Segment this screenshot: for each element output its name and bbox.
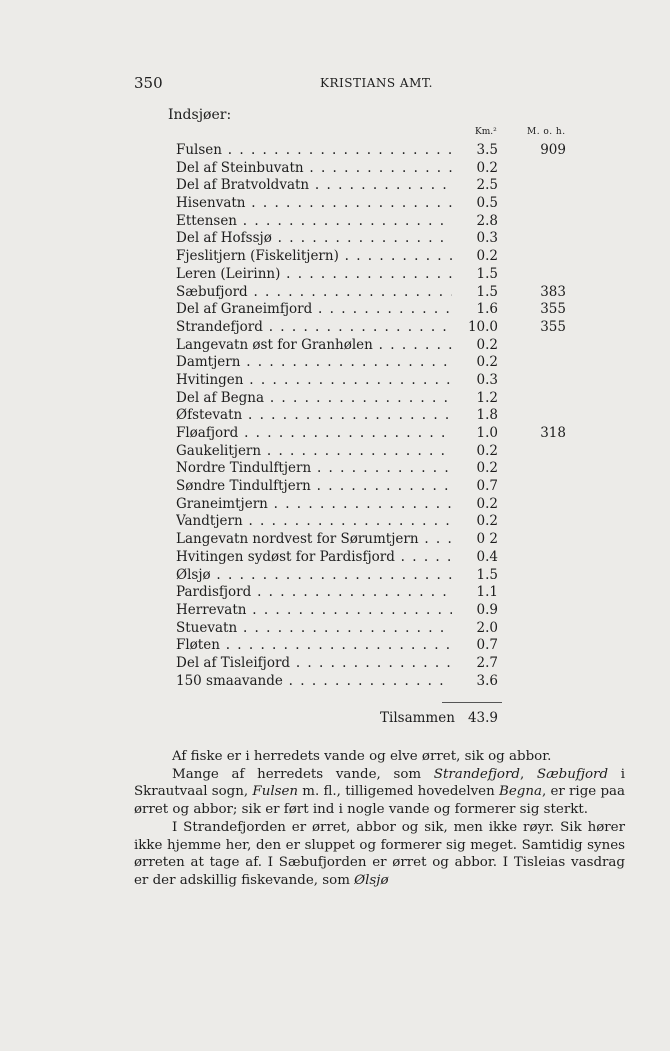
- table-row: [0, 284, 670, 302]
- lake-area: 2.5: [476, 177, 498, 194]
- total-value: 43.9: [467, 710, 498, 726]
- lake-area: 1.2: [476, 389, 498, 406]
- lake-area: 1.5: [476, 283, 498, 300]
- table-row: [0, 301, 670, 319]
- lake-name: Del af Hofssjø . . .: [176, 230, 452, 246]
- lake-area: 0.2: [476, 336, 498, 353]
- lake-area: 0.3: [476, 230, 498, 247]
- lake-altitude: 355: [540, 318, 566, 335]
- table-row: [0, 230, 670, 248]
- lake-area: 1.5: [476, 566, 498, 583]
- lake-name: Pardisfjord . . .: [176, 584, 452, 600]
- table-row: [0, 620, 670, 638]
- lake-name: Damtjern . . .: [176, 354, 452, 370]
- lake-name: Hvitingen sydøst for Pardisfjord . . .: [176, 549, 452, 565]
- lake-area: 0.7: [476, 637, 498, 654]
- lake-area: 0.2: [476, 442, 498, 459]
- page-header: [0, 74, 670, 94]
- column-header-altitude: M. o. h.: [527, 127, 566, 137]
- lake-area: 0.7: [476, 478, 498, 495]
- column-header-area: Km.²: [475, 127, 497, 137]
- page-number: 350: [134, 74, 163, 92]
- lake-altitude: 909: [540, 142, 566, 158]
- table-row: [0, 460, 670, 478]
- table-row: [0, 425, 670, 443]
- paragraph: Mange af herredets vande, som Strandefjord, Sæbufjord i Skrautvaal sogn, Fulsen m. fl., tilligemed hovedelven Begna, er rige paa ørret og abbor; sik er ført ind i nogle vande og formerer sig sterkt.: [134, 766, 626, 818]
- lake-area: 1.6: [476, 301, 498, 318]
- paragraph: I Strandefjorden er ørret, abbor og sik, men ikke røyr. Sik hører ikke hjemme her, den er sluppet og formerer sig meget. Samtidig synes ørreten at tage af. I Sæbufjorden er ørret og abbor. I Tisleias vasdrag er der adskillig fiskevande, som Ølsjø: [134, 819, 625, 888]
- lake-name: Del af Tisleifjord . . .: [176, 655, 452, 671]
- lake-area: 0.4: [476, 548, 498, 565]
- lake-area: 0.2: [476, 513, 498, 530]
- lake-name: Søndre Tindulftjern . . .: [176, 478, 452, 494]
- table-row: [0, 478, 670, 496]
- lake-area: 0.2: [476, 460, 498, 477]
- lake-name: Ettensen . . .: [176, 213, 452, 229]
- table-row: [0, 443, 670, 461]
- lake-area: 10.0: [467, 318, 498, 335]
- table-row: [0, 337, 670, 355]
- lake-name: Fløafjord . . .: [176, 425, 452, 441]
- table-row: [0, 673, 670, 691]
- lake-altitude: 383: [540, 283, 566, 300]
- lake-name: Hisenvatn . . .: [176, 195, 452, 211]
- lake-area: 0.2: [476, 354, 498, 371]
- table-row: [0, 266, 670, 284]
- table-row: [0, 637, 670, 655]
- lake-name: Leren (Leirinn) . . .: [176, 266, 452, 282]
- running-head: KRISTIANS AMT.: [320, 76, 433, 90]
- lake-name: Graneimtjern . . .: [176, 496, 452, 512]
- lake-area: 1.1: [476, 584, 498, 601]
- lake-area: 2.7: [476, 654, 498, 671]
- lake-area: 1.8: [476, 407, 498, 424]
- lake-name: Del af Graneimfjord . . .: [176, 301, 452, 317]
- lake-area: 3.5: [476, 142, 498, 158]
- table-row: [0, 407, 670, 425]
- lake-name: Ølsjø . . .: [176, 567, 452, 583]
- paragraph: Af fiske er i herredets vande og elve ørret, sik og abbor.: [172, 749, 552, 764]
- table-row: [0, 248, 670, 266]
- sum-rule: [442, 702, 502, 703]
- table-row: [0, 195, 670, 213]
- lake-name: Hvitingen . . .: [176, 372, 452, 388]
- lake-name: Langevatn nordvest for Sørumtjern . . .: [176, 531, 452, 547]
- total-label: Tilsammen: [380, 710, 455, 726]
- lake-name: Stuevatn . . .: [176, 620, 452, 636]
- table-row: [0, 496, 670, 514]
- section-title: Indsjøer:: [168, 107, 232, 123]
- body-text: [134, 748, 625, 890]
- lake-area: 0.2: [476, 495, 498, 512]
- lake-name: Gaukelitjern . . .: [176, 443, 452, 459]
- table-row: [0, 531, 670, 549]
- table-row: [0, 354, 670, 372]
- lake-area: 0.2: [476, 248, 498, 265]
- lake-name: 150 smaavande . . .: [176, 673, 452, 689]
- lake-area: 0.9: [476, 601, 498, 618]
- lake-area: 0.2: [476, 159, 498, 176]
- lake-area: 1.5: [476, 265, 498, 282]
- table-row: [0, 567, 670, 585]
- table-row: [0, 390, 670, 408]
- table-row: [0, 213, 670, 231]
- lake-name: Fjeslitjern (Fiskelitjern) . . .: [176, 248, 452, 264]
- lake-area: 0 2: [476, 531, 498, 548]
- table-row: [0, 655, 670, 673]
- lake-table: [0, 142, 670, 690]
- table-row: [0, 549, 670, 567]
- table-row: [0, 372, 670, 390]
- lake-name: Strandefjord . . .: [176, 319, 452, 335]
- lake-area: 3.6: [476, 672, 498, 689]
- lake-name: Sæbufjord . . .: [176, 284, 452, 300]
- lake-name: Del af Steinbuvatn . . .: [176, 160, 452, 176]
- lake-name: Del af Begna . . .: [176, 390, 452, 406]
- lake-name: Del af Bratvoldvatn . . .: [176, 177, 452, 193]
- lake-area: 2.8: [476, 212, 498, 229]
- table-row: [0, 160, 670, 178]
- lake-area: 2.0: [476, 619, 498, 636]
- lake-area: 1.0: [476, 425, 498, 441]
- table-row: [0, 584, 670, 602]
- lake-name: Herrevatn . . .: [176, 602, 452, 618]
- table-row: [0, 142, 670, 160]
- lake-name: Fulsen . . .: [176, 142, 452, 158]
- table-row: [0, 602, 670, 620]
- table-row: [0, 513, 670, 531]
- table-row: [0, 177, 670, 195]
- lake-name: Øfstevatn . . .: [176, 407, 452, 423]
- lake-name: Fløten . . .: [176, 637, 452, 653]
- lake-name: Vandtjern . . .: [176, 513, 452, 529]
- lake-name: Langevatn øst for Granhølen . . .: [176, 337, 452, 353]
- lake-area: 0.3: [476, 371, 498, 388]
- lake-area: 0.5: [476, 195, 498, 212]
- table-row: [0, 319, 670, 337]
- lake-altitude: 355: [540, 301, 566, 318]
- lake-altitude: 318: [540, 425, 566, 441]
- lake-name: Nordre Tindulftjern . . .: [176, 460, 452, 476]
